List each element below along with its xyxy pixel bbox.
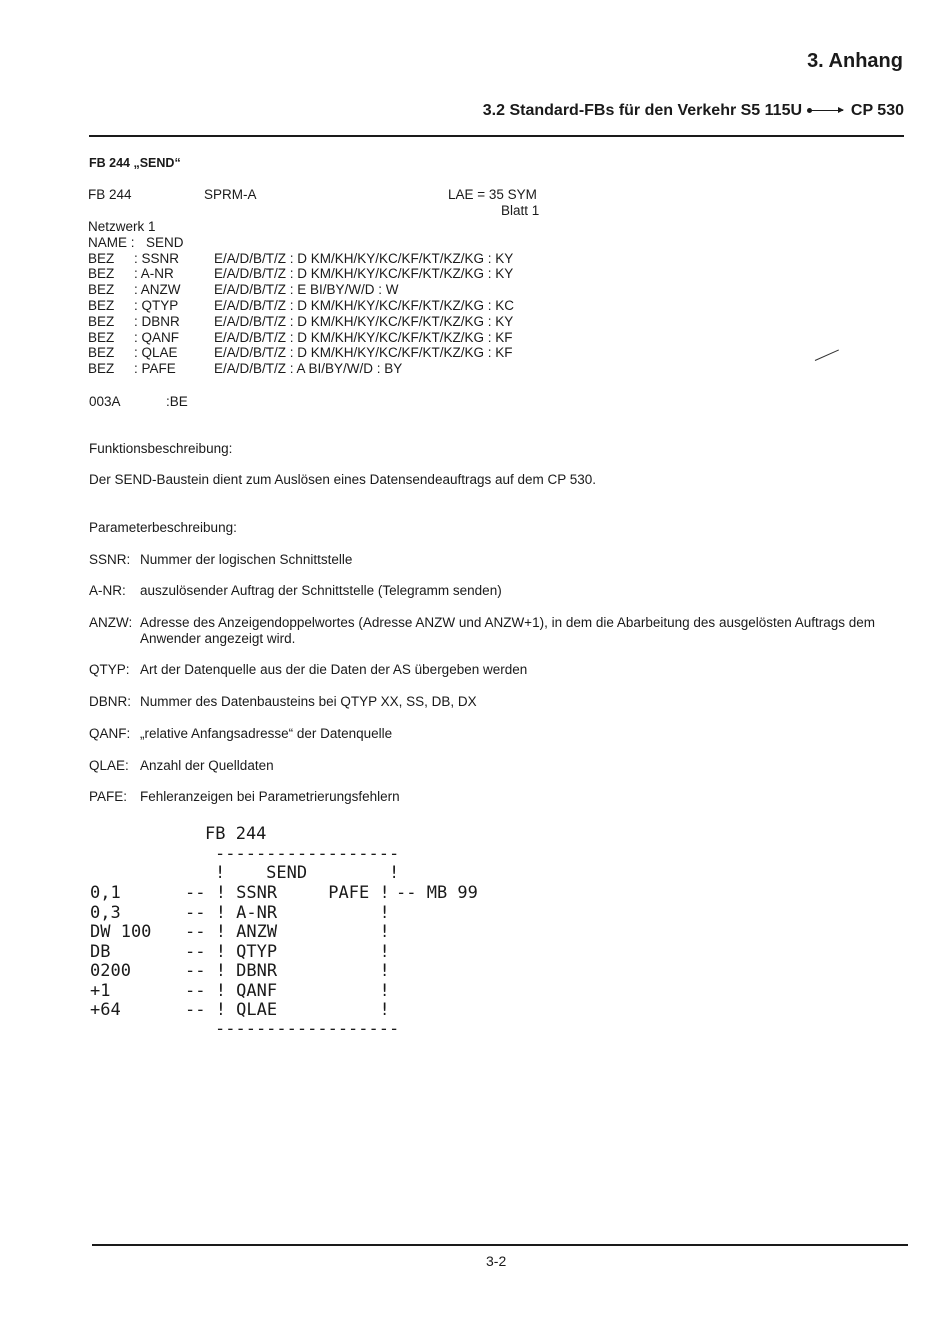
row-kind: BEZ [88, 329, 115, 345]
listing-row [88, 282, 514, 298]
arrow-icon [809, 110, 843, 111]
param-text: Fehleranzeigen bei Parametrierungsfehlern [140, 789, 400, 804]
param-key: SSNR: [89, 552, 131, 567]
row-kind: BEZ [88, 361, 115, 377]
param-text: „relative Anfangsadresse“ der Datenquelle [140, 726, 393, 741]
pen-mark [815, 349, 839, 360]
listing-row [88, 345, 514, 361]
row-kind: BEZ [88, 297, 115, 313]
function-heading: Funktionsbeschreibung: [89, 441, 233, 456]
param-text: auszulösender Auftrag der Schnittstelle (Telegramm senden) [140, 583, 502, 598]
diagram-row: -- ! QTYP ! [185, 942, 390, 962]
diagram-row: -- ! ANZW ! [185, 922, 390, 942]
listing-row [88, 361, 514, 377]
row-param: : QLAE [134, 345, 178, 361]
row-param: : DBNR [134, 313, 180, 329]
listing-row [88, 251, 514, 267]
diagram-value: +64 [90, 1000, 121, 1020]
diagram-row: -- ! SSNR PAFE ! [185, 883, 390, 903]
row-decl: E/A/D/B/T/Z : D KM/KH/KY/KC/KF/KT/KZ/KG : KC [214, 297, 515, 313]
param-key: QTYP: [89, 662, 130, 677]
param-key: ANZW: [89, 615, 133, 630]
param-text: Nummer der logischen Schnittstelle [140, 552, 353, 567]
row-kind: BEZ [88, 282, 115, 298]
network-label-row [88, 219, 514, 235]
diagram-bottom-border: ------------------ [215, 1019, 400, 1039]
param-text: Adresse des Anzeigendoppelwortes (Adresse ANZW und ANZW+1), in dem die Abarbeitung des ausgelösten Auftrags dem Anwender angezeigt wird. [140, 615, 876, 646]
param-item [89, 615, 909, 647]
name-row [88, 235, 514, 251]
footer-divider [92, 1244, 908, 1246]
listing-blatt: Blatt 1 [501, 203, 540, 218]
diagram-output: -- MB 99 [396, 883, 478, 903]
section-title [483, 102, 904, 120]
param-item [89, 662, 909, 678]
diagram-row: -- ! A-NR ! [185, 903, 390, 923]
param-text: Art der Datenquelle aus der die Daten der AS übergeben werden [140, 662, 528, 677]
network-label: Netzwerk 1 [88, 219, 156, 234]
listing-address: 003A [89, 394, 121, 409]
name-label: NAME : [88, 234, 135, 250]
listing-row [88, 266, 514, 282]
diagram-value: DW 100 [90, 922, 152, 942]
diagram-value: DB [90, 942, 111, 962]
listing-row [88, 330, 514, 346]
function-text: Der SEND-Baustein dient zum Auslösen eines Datensendeauftrags auf dem CP 530. [89, 472, 597, 487]
diagram-value: 0200 [90, 961, 131, 981]
row-kind: BEZ [88, 266, 115, 282]
param-key: QLAE: [89, 758, 129, 773]
param-key: PAFE: [89, 789, 128, 804]
param-item [89, 583, 909, 599]
row-decl: E/A/D/B/T/Z : D KM/KH/KY/KC/KF/KT/KZ/KG : KY [214, 250, 514, 266]
listing-row [88, 298, 514, 314]
diagram-row: -- ! QANF ! [185, 981, 390, 1001]
section-title-right: CP 530 [850, 102, 904, 119]
row-param: : ANZW [134, 282, 181, 298]
network-listing [88, 219, 514, 377]
param-item [89, 552, 909, 568]
row-param: : PAFE [134, 361, 176, 377]
diagram-top-border: ------------------ [215, 844, 400, 864]
listing-row [88, 314, 514, 330]
header-divider [89, 135, 904, 137]
chapter-title: 3. Anhang [807, 50, 903, 72]
param-item [89, 694, 909, 710]
name-value: SEND [146, 234, 184, 250]
diagram-value: +1 [90, 981, 111, 1001]
row-decl: E/A/D/B/T/Z : A BI/BY/W/D : BY [214, 361, 403, 377]
row-kind: BEZ [88, 250, 115, 266]
row-kind: BEZ [88, 345, 115, 361]
diagram-header: ! SEND ! [215, 863, 400, 883]
param-text: Nummer des Datenbausteins bei QTYP XX, SS, DB, DX [140, 694, 477, 709]
row-decl: E/A/D/B/T/Z : E BI/BY/W/D : W [214, 282, 399, 298]
block-title: FB 244 „SEND“ [89, 156, 181, 170]
diagram-row: -- ! DBNR ! [185, 961, 390, 981]
listing-sprm: SPRM-A [204, 187, 257, 202]
row-decl: E/A/D/B/T/Z : D KM/KH/KY/KC/KF/KT/KZ/KG : KF [214, 329, 513, 345]
param-item [89, 758, 909, 774]
parameter-heading: Parameterbeschreibung: [89, 520, 237, 535]
param-key: DBNR: [89, 694, 132, 709]
row-param: : QTYP [134, 297, 179, 313]
row-param: : A-NR [134, 266, 174, 282]
section-title-left: 3.2 Standard-FBs für den Verkehr S5 115U [482, 102, 803, 119]
listing-be: :BE [166, 394, 188, 409]
row-param: : SSNR [134, 250, 180, 266]
listing-lae: LAE = 35 SYM [448, 187, 537, 202]
param-key: A-NR: [89, 583, 126, 598]
row-decl: E/A/D/B/T/Z : D KM/KH/KY/KC/KF/KT/KZ/KG : KF [214, 345, 513, 361]
diagram-title: FB 244 [205, 824, 267, 844]
diagram-value: 0,1 [90, 883, 121, 903]
param-key: QANF: [89, 726, 131, 741]
row-decl: E/A/D/B/T/Z : D KM/KH/KY/KC/KF/KT/KZ/KG : KY [214, 266, 514, 282]
param-text: Anzahl der Quelldaten [140, 758, 274, 773]
param-item [89, 789, 909, 805]
diagram-row: -- ! QLAE ! [185, 1000, 390, 1020]
diagram-value: 0,3 [90, 903, 121, 923]
row-decl: E/A/D/B/T/Z : D KM/KH/KY/KC/KF/KT/KZ/KG : KY [214, 313, 514, 329]
listing-fb: FB 244 [88, 187, 132, 202]
param-item [89, 726, 909, 742]
row-kind: BEZ [88, 313, 115, 329]
page-number: 3-2 [486, 1253, 507, 1269]
row-param: : QANF [134, 329, 180, 345]
